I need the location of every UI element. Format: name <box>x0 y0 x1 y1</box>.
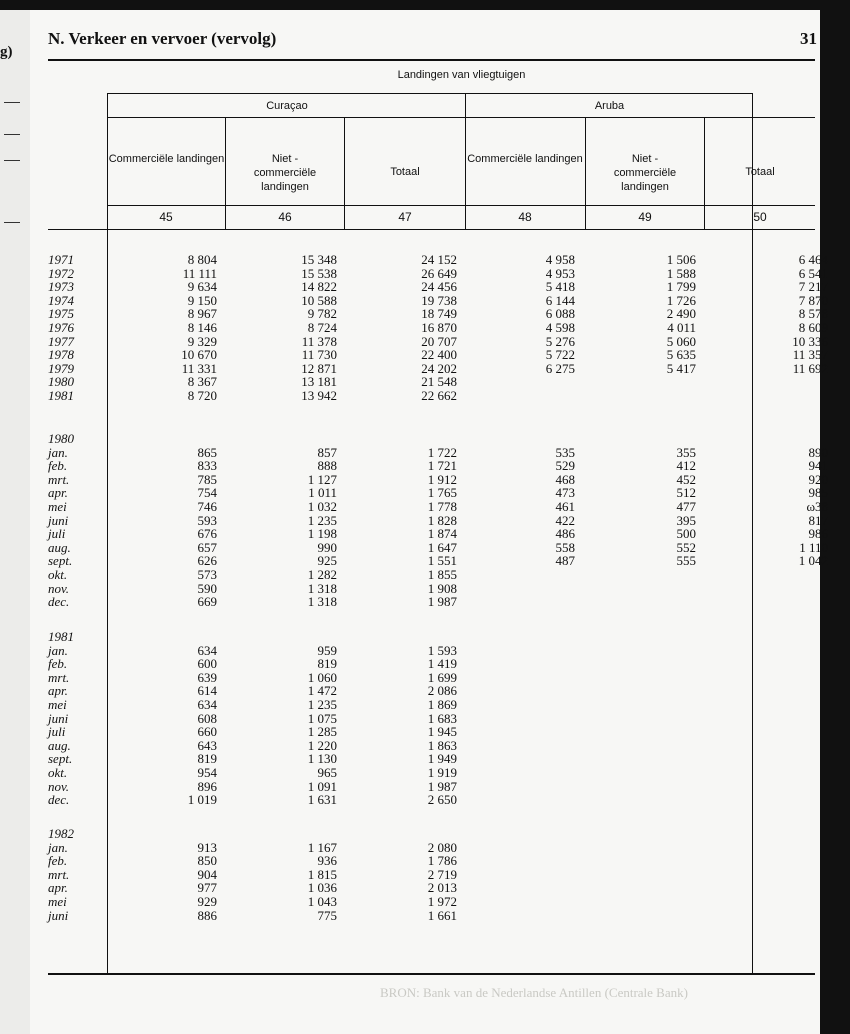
cell-col-48: 422 <box>555 512 575 528</box>
row-label: 1980 <box>48 374 74 390</box>
cell-col-47: 1 778 <box>427 499 457 514</box>
table-row <box>0 595 850 609</box>
cell-col-46: 1 167 <box>307 839 337 855</box>
cell-col-49: 5 060 <box>666 333 696 349</box>
table-row <box>0 459 850 473</box>
cell-col-49: 1 799 <box>666 279 696 295</box>
cell-col-49: 500 <box>676 526 696 542</box>
cell-col-50: 890 <box>808 444 828 460</box>
cell-col-47: 19 738 <box>421 292 457 308</box>
row-label: juni <box>48 907 69 923</box>
table-vrule <box>465 93 466 229</box>
cell-col-46: 10 588 <box>301 292 337 308</box>
cell-col-45: 896 <box>197 778 217 794</box>
year-heading-label: 1982 <box>48 826 74 841</box>
cell-col-46: 1 815 <box>307 866 337 882</box>
cell-col-46: 936 <box>317 853 337 869</box>
row-label: mei <box>48 499 67 514</box>
cell-col-47: 1 987 <box>427 594 457 610</box>
cell-col-47: 1 683 <box>427 710 457 726</box>
cell-col-46: 1 235 <box>307 697 337 712</box>
header-rule <box>108 205 815 206</box>
row-label: juli <box>48 526 66 542</box>
cell-col-45: 746 <box>197 499 217 514</box>
cell-col-46: 9 782 <box>307 306 337 322</box>
col-number-48: 48 <box>518 210 532 224</box>
cell-col-45: 643 <box>197 737 217 753</box>
table-row <box>0 348 850 362</box>
cell-col-46: 1 282 <box>307 567 337 582</box>
row-label: aug. <box>48 737 71 753</box>
cell-col-45: 8 146 <box>187 320 217 335</box>
group-curacao: Curaçao <box>266 100 308 112</box>
row-label: 1971 <box>48 252 74 267</box>
cell-col-50: 6 541 <box>798 265 828 281</box>
table-vrule <box>344 117 345 229</box>
row-label: apr. <box>48 683 68 699</box>
table-vrule <box>225 117 226 229</box>
cell-col-46: 775 <box>317 907 337 923</box>
cell-col-46: 1 235 <box>307 512 337 528</box>
cell-col-45: 669 <box>197 594 217 610</box>
cell-col-47: 1 551 <box>427 553 457 569</box>
cell-col-50: 8 609 <box>798 320 828 335</box>
cell-col-46: 1 043 <box>307 894 337 909</box>
col-number-46: 46 <box>278 210 292 224</box>
row-label: feb. <box>48 656 68 672</box>
row-label: 1975 <box>48 306 74 322</box>
cell-col-47: 1 869 <box>427 697 457 712</box>
row-label: juni <box>48 512 69 528</box>
cell-col-46: 15 538 <box>301 265 337 281</box>
cell-col-45: 9 150 <box>187 292 217 308</box>
row-label: jan. <box>48 839 68 855</box>
cell-col-48: 535 <box>555 444 575 460</box>
cell-col-46: 1 220 <box>307 737 337 753</box>
cell-col-45: 929 <box>197 894 217 909</box>
row-label: jan. <box>48 444 68 460</box>
cell-col-48: 4 958 <box>545 252 575 267</box>
cell-col-46: 11 378 <box>301 333 337 349</box>
cell-col-49: 552 <box>676 539 696 555</box>
cell-col-50: 6 464 <box>798 252 828 267</box>
cell-col-48: 6 275 <box>545 360 575 376</box>
col-header-48: Commerciële landingen <box>467 153 583 165</box>
row-label: sept. <box>48 553 73 569</box>
margin-letter: g) <box>0 44 13 60</box>
cell-col-47: 22 662 <box>421 388 457 403</box>
cell-col-48: 486 <box>555 526 575 542</box>
cell-col-48: 5 418 <box>545 279 575 295</box>
table-row <box>0 446 850 460</box>
cell-col-45: 833 <box>197 458 217 474</box>
row-label: apr. <box>48 880 68 896</box>
year-heading <box>0 630 850 644</box>
group-aruba: Aruba <box>594 100 625 112</box>
cell-col-49: 5 635 <box>666 347 696 363</box>
cell-col-47: 1 828 <box>427 512 457 528</box>
row-label: 1981 <box>48 388 74 403</box>
col-number-45: 45 <box>159 210 173 224</box>
cell-col-50: 11 692 <box>792 360 828 376</box>
table-row <box>0 841 850 855</box>
cell-col-45: 8 367 <box>187 374 217 390</box>
cell-col-45: 593 <box>197 512 217 528</box>
table-row <box>0 500 850 514</box>
table-vrule <box>704 117 705 229</box>
cell-col-46: 1 036 <box>307 880 337 896</box>
col-number-50: 50 <box>753 210 767 224</box>
cell-col-49: 452 <box>676 471 696 487</box>
cell-col-47: 26 649 <box>421 265 457 281</box>
cell-col-50: 10 336 <box>792 333 828 349</box>
cell-col-48: 6 088 <box>545 306 575 322</box>
cell-col-49: 355 <box>676 444 696 460</box>
header-landingen: Landingen van vliegtuigen <box>397 69 526 81</box>
cell-col-47: 22 400 <box>421 347 457 363</box>
cell-col-47: 1 593 <box>427 642 457 658</box>
cell-col-48: 5 276 <box>545 333 575 349</box>
cell-col-45: 977 <box>197 880 217 896</box>
cell-col-48: 473 <box>555 485 575 501</box>
row-label: 1979 <box>48 360 74 376</box>
table-row <box>0 541 850 555</box>
cell-col-45: 660 <box>197 724 217 740</box>
cell-col-47: 1 765 <box>427 485 457 501</box>
cell-col-47: 24 456 <box>421 279 457 295</box>
cell-col-45: 9 634 <box>187 279 217 295</box>
table-row <box>0 267 850 281</box>
table-row <box>0 389 850 403</box>
cell-col-46: 1 472 <box>307 683 337 699</box>
cell-col-45: 9 329 <box>187 333 217 349</box>
cell-col-48: 529 <box>555 458 575 474</box>
cell-col-46: 8 724 <box>307 320 337 335</box>
cell-col-45: 8 720 <box>187 388 217 403</box>
table-row <box>0 725 850 739</box>
cell-col-46: 965 <box>317 765 337 780</box>
cell-col-47: 1 912 <box>427 471 457 487</box>
cell-col-47: 2 086 <box>427 683 457 699</box>
cell-col-45: 904 <box>197 866 217 882</box>
table-row <box>0 294 850 308</box>
table-vrule <box>585 117 586 229</box>
row-label: dec. <box>48 792 70 808</box>
cell-col-46: 1 011 <box>308 485 337 501</box>
table-row <box>0 307 850 321</box>
row-label: dec. <box>48 594 70 610</box>
cell-col-45: 600 <box>197 656 217 672</box>
cell-col-47: 1 721 <box>427 458 457 474</box>
table-row <box>0 486 850 500</box>
cell-col-45: 590 <box>197 580 217 596</box>
cell-col-45: 819 <box>197 751 217 767</box>
row-label: 1977 <box>48 333 74 349</box>
page-number: 31 <box>800 29 817 48</box>
cell-col-49: 412 <box>676 458 696 474</box>
cell-col-46: 1 285 <box>307 724 337 740</box>
row-label: mei <box>48 894 67 909</box>
cell-col-45: 865 <box>197 444 217 460</box>
cell-col-45: 676 <box>197 526 217 542</box>
row-label: okt. <box>48 567 68 582</box>
table-row <box>0 895 850 909</box>
table-row <box>0 752 850 766</box>
cell-col-45: 886 <box>197 907 217 923</box>
cell-col-48: 558 <box>555 539 575 555</box>
table-row <box>0 473 850 487</box>
cell-col-47: 1 945 <box>427 724 457 740</box>
cell-col-47: 16 870 <box>421 320 457 335</box>
row-label: mrt. <box>48 669 70 685</box>
row-label: mrt. <box>48 471 70 487</box>
table-row <box>0 375 850 389</box>
cell-col-47: 1 722 <box>427 444 457 460</box>
cell-col-48: 6 144 <box>545 292 575 308</box>
cell-col-47: 1 874 <box>427 526 457 542</box>
year-heading <box>0 432 850 446</box>
cell-col-49: 1 588 <box>666 265 696 281</box>
header-bottom-rule <box>48 229 815 230</box>
top-rule <box>48 59 815 61</box>
table-row <box>0 582 850 596</box>
cell-col-49: 4 011 <box>667 320 696 335</box>
cell-col-45: 634 <box>197 642 217 658</box>
row-label: 1974 <box>48 292 74 308</box>
cell-col-47: 1 987 <box>427 778 457 794</box>
cell-col-46: 959 <box>317 642 337 658</box>
row-label: 1978 <box>48 347 74 363</box>
cell-col-50: 8 578 <box>798 306 828 322</box>
cell-col-48: 468 <box>555 471 575 487</box>
cell-col-47: 24 202 <box>421 360 457 376</box>
cell-col-49: 5 417 <box>666 360 696 376</box>
table-row <box>0 514 850 528</box>
cell-col-50: 920 <box>808 471 828 487</box>
cell-col-45: 10 670 <box>181 347 217 363</box>
bleed-through-source: BRON: Bank van de Nederlandse Antillen (Centrale Bank) <box>380 985 688 1000</box>
cell-col-46: 1 318 <box>307 594 337 610</box>
cell-col-49: 512 <box>676 485 696 501</box>
cell-col-50: 1 042 <box>798 553 828 569</box>
cell-col-46: 888 <box>317 458 337 474</box>
cell-col-48: 5 722 <box>545 347 575 363</box>
cell-col-46: 925 <box>317 553 337 569</box>
table-row <box>0 766 850 780</box>
cell-col-45: 11 331 <box>181 360 217 376</box>
cell-col-48: 461 <box>555 499 575 514</box>
cell-col-50: 7 870 <box>798 292 828 308</box>
margin-tick <box>4 160 20 161</box>
cell-col-45: 754 <box>197 485 217 501</box>
cell-col-45: 913 <box>197 839 217 855</box>
margin-tick <box>4 102 20 103</box>
table-row <box>0 362 850 376</box>
cell-col-47: 1 908 <box>427 580 457 596</box>
table-row <box>0 335 850 349</box>
margin-tick <box>4 222 20 223</box>
table-row <box>0 712 850 726</box>
cell-col-49: 477 <box>676 499 696 514</box>
col-header-50: Totaal <box>745 166 775 178</box>
row-label: feb. <box>48 458 68 474</box>
header-rule <box>108 93 753 94</box>
cell-col-46: 1 075 <box>307 710 337 726</box>
header-rule <box>108 117 815 118</box>
bottom-rule <box>48 973 815 975</box>
cell-col-45: 657 <box>197 539 217 555</box>
cell-col-46: 11 730 <box>301 347 337 363</box>
cell-col-47: 1 661 <box>427 907 457 923</box>
col-header-46: Niet - commerciële landingen <box>253 153 317 193</box>
table-row <box>0 657 850 671</box>
cell-col-45: 954 <box>197 765 217 780</box>
cell-col-47: 20 707 <box>421 333 457 349</box>
cell-col-48: 4 953 <box>545 265 575 281</box>
cell-col-47: 1 786 <box>427 853 457 869</box>
cell-col-49: 1 726 <box>666 292 696 308</box>
table-row <box>0 280 850 294</box>
cell-col-50: 985 <box>808 485 828 501</box>
row-label: 1972 <box>48 265 74 281</box>
cell-col-47: 2 650 <box>427 792 457 808</box>
cell-col-46: 1 091 <box>307 778 337 794</box>
cell-col-46: 1 318 <box>307 580 337 596</box>
cell-col-47: 1 855 <box>427 567 457 582</box>
cell-col-47: 1 919 <box>427 765 457 780</box>
cell-col-50: 11 357 <box>792 347 828 363</box>
row-label: juli <box>48 724 66 740</box>
col-header-49: Niet - commerciële landingen <box>613 153 677 193</box>
table-row <box>0 554 850 568</box>
col-header-47: Totaal <box>390 166 420 178</box>
row-label: mrt. <box>48 866 70 882</box>
table-row <box>0 780 850 794</box>
year-heading-label: 1980 <box>48 431 74 446</box>
cell-col-45: 614 <box>197 683 217 699</box>
cell-col-47: 1 699 <box>427 669 457 685</box>
row-label: mei <box>48 697 67 712</box>
row-label: sept. <box>48 751 73 767</box>
cell-col-47: 18 749 <box>421 306 457 322</box>
row-label: 1976 <box>48 320 74 335</box>
row-label: 1973 <box>48 279 74 295</box>
cell-col-47: 1 972 <box>427 894 457 909</box>
cell-col-46: 1 060 <box>307 669 337 685</box>
table-row <box>0 644 850 658</box>
cell-col-47: 1 419 <box>427 656 457 672</box>
cell-col-50: 941 <box>808 458 828 474</box>
table-row <box>0 527 850 541</box>
cell-col-47: 2 719 <box>427 866 457 882</box>
cell-col-50: 817 <box>808 512 828 528</box>
cell-col-46: 857 <box>317 444 337 460</box>
cell-col-47: 1 949 <box>427 751 457 767</box>
cell-col-46: 1 127 <box>307 471 337 487</box>
cell-col-45: 1 019 <box>187 792 217 808</box>
cell-col-50: 1 110 <box>799 539 828 555</box>
year-heading <box>0 827 850 841</box>
table-row <box>0 881 850 895</box>
cell-col-49: 555 <box>676 553 696 569</box>
cell-col-46: 12 871 <box>301 360 337 376</box>
cell-col-47: 2 080 <box>427 839 457 855</box>
margin-tick <box>4 134 20 135</box>
cell-col-45: 626 <box>197 553 217 569</box>
table-row <box>0 909 850 923</box>
cell-col-45: 634 <box>197 697 217 712</box>
cell-col-45: 11 111 <box>182 265 217 281</box>
cell-col-46: 819 <box>317 656 337 672</box>
table-row <box>0 321 850 335</box>
cell-col-46: 14 822 <box>301 279 337 295</box>
page-title: N. Verkeer en vervoer (vervolg) <box>48 29 277 48</box>
row-label: juni <box>48 710 69 726</box>
cell-col-45: 639 <box>197 669 217 685</box>
col-number-49: 49 <box>638 210 652 224</box>
cell-col-45: 608 <box>197 710 217 726</box>
table-row <box>0 868 850 882</box>
cell-col-47: 2 013 <box>427 880 457 896</box>
row-label: nov. <box>48 580 70 596</box>
cell-col-45: 785 <box>197 471 217 487</box>
table-row <box>0 698 850 712</box>
table-row <box>0 568 850 582</box>
row-label: jan. <box>48 642 68 658</box>
cell-col-45: 850 <box>197 853 217 869</box>
cell-col-47: 21 548 <box>421 374 457 390</box>
cell-col-46: 15 348 <box>301 252 337 267</box>
cell-col-46: 990 <box>317 539 337 555</box>
col-header-45: Commerciële landingen <box>108 153 225 165</box>
table-row <box>0 739 850 753</box>
cell-col-46: 1 631 <box>307 792 337 808</box>
table-row <box>0 671 850 685</box>
cell-col-46: 1 198 <box>307 526 337 542</box>
table-row <box>0 684 850 698</box>
cell-col-45: 8 967 <box>187 306 217 322</box>
cell-col-46: 13 942 <box>301 388 337 403</box>
col-number-47: 47 <box>398 210 412 224</box>
cell-col-46: 1 130 <box>307 751 337 767</box>
cell-col-49: 1 506 <box>666 252 696 267</box>
row-label: aug. <box>48 539 71 555</box>
cell-col-47: 1 863 <box>427 737 457 753</box>
cell-col-48: 4 598 <box>545 320 575 335</box>
table-row <box>0 253 850 267</box>
table-row <box>0 793 850 807</box>
cell-col-45: 573 <box>197 567 217 582</box>
cell-col-49: 395 <box>676 512 696 528</box>
cell-col-48: 487 <box>555 553 575 569</box>
row-label: okt. <box>48 765 68 780</box>
row-label: feb. <box>48 853 68 869</box>
row-label: nov. <box>48 778 70 794</box>
cell-col-49: 2 490 <box>666 306 696 322</box>
cell-col-46: 1 032 <box>307 499 337 514</box>
cell-col-50: 986 <box>808 526 828 542</box>
row-label: apr. <box>48 485 68 501</box>
table-row <box>0 854 850 868</box>
cell-col-47: 1 647 <box>427 539 457 555</box>
cell-col-47: 24 152 <box>421 252 457 267</box>
year-heading-label: 1981 <box>48 629 74 644</box>
cell-col-50: 7 217 <box>798 279 828 295</box>
cell-col-50: ω38 <box>806 499 828 514</box>
cell-col-46: 13 181 <box>301 374 337 390</box>
cell-col-45: 8 804 <box>187 252 217 267</box>
